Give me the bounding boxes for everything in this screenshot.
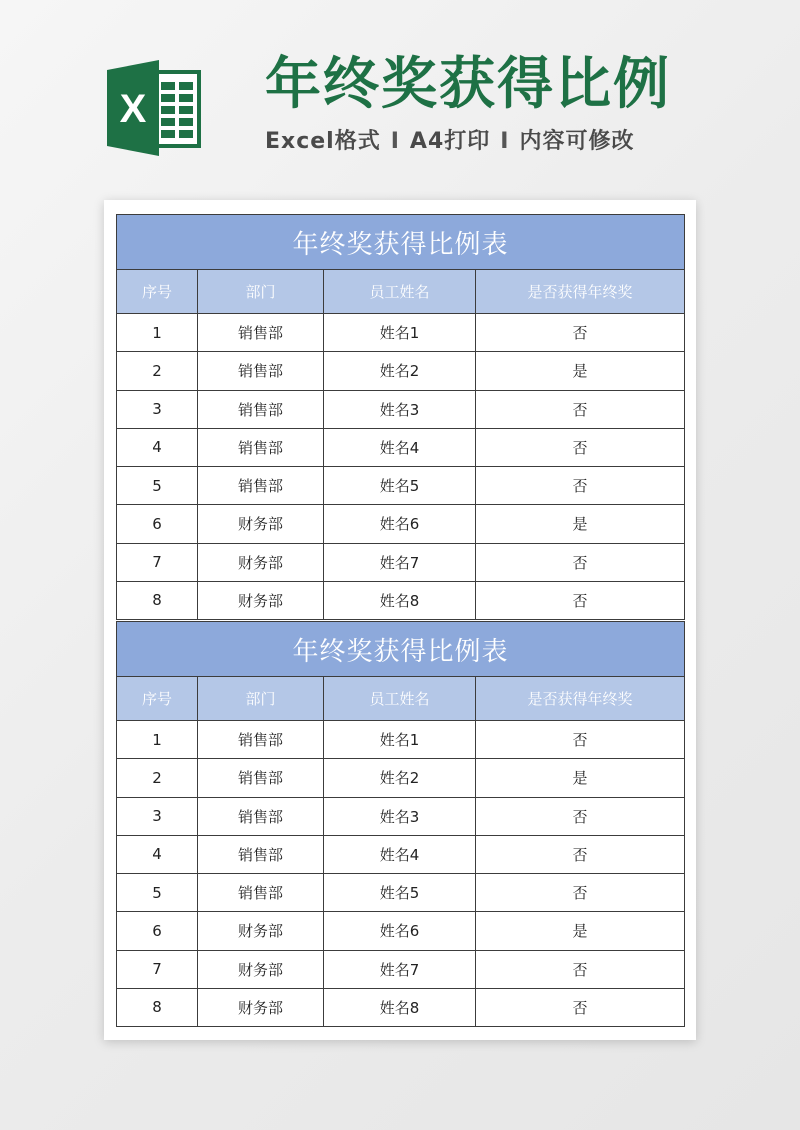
- table-row: [117, 912, 685, 950]
- cell-index: 3: [117, 797, 198, 835]
- table-row: [117, 950, 685, 988]
- cell-index: 8: [117, 581, 198, 619]
- table-row: [117, 314, 685, 352]
- column-header: 部门: [198, 677, 324, 721]
- table-row: [117, 543, 685, 581]
- table-caption-row: [117, 215, 685, 270]
- cell-department: 销售部: [198, 314, 324, 352]
- table-header-row: [117, 270, 685, 314]
- cell-index: 1: [117, 314, 198, 352]
- table-row: [117, 988, 685, 1026]
- table-row: [117, 721, 685, 759]
- cell-department: 销售部: [198, 390, 324, 428]
- cell-employee-name: 姓名4: [324, 835, 476, 873]
- cell-employee-name: 姓名7: [324, 950, 476, 988]
- cell-index: 6: [117, 912, 198, 950]
- cell-department: 销售部: [198, 352, 324, 390]
- cell-bonus-status: 否: [476, 581, 685, 619]
- table-header-row: [117, 677, 685, 721]
- cell-employee-name: 姓名6: [324, 912, 476, 950]
- subtitle-editable: 内容可修改: [519, 129, 635, 154]
- cell-bonus-status: 否: [476, 314, 685, 352]
- table-row: [117, 467, 685, 505]
- cell-index: 3: [117, 390, 198, 428]
- cell-department: 销售部: [198, 874, 324, 912]
- table-row: [117, 835, 685, 873]
- cell-department: 财务部: [198, 912, 324, 950]
- cell-department: 销售部: [198, 759, 324, 797]
- table-row: [117, 352, 685, 390]
- page-subtitle: [265, 126, 634, 158]
- column-header: 员工姓名: [324, 270, 476, 314]
- bonus-table: [116, 621, 685, 1027]
- table-caption-row: [117, 622, 685, 677]
- table-block-1: [116, 214, 684, 620]
- page-header: [0, 0, 800, 200]
- subtitle-separator: I: [390, 129, 400, 154]
- cell-department: 销售部: [198, 797, 324, 835]
- cell-department: 销售部: [198, 835, 324, 873]
- cell-bonus-status: 否: [476, 988, 685, 1026]
- cell-employee-name: 姓名1: [324, 314, 476, 352]
- cell-bonus-status: 是: [476, 759, 685, 797]
- cell-index: 1: [117, 721, 198, 759]
- column-header: 是否获得年终奖: [476, 270, 685, 314]
- cell-bonus-status: 否: [476, 874, 685, 912]
- cell-department: 财务部: [198, 505, 324, 543]
- table-row: [117, 797, 685, 835]
- table-caption: 年终奖获得比例表: [117, 215, 685, 270]
- table-row: [117, 759, 685, 797]
- cell-department: 销售部: [198, 721, 324, 759]
- cell-employee-name: 姓名2: [324, 759, 476, 797]
- cell-bonus-status: 否: [476, 467, 685, 505]
- subtitle-format: Excel格式: [265, 129, 381, 154]
- page-title: 年终奖获得比例: [265, 52, 671, 117]
- cell-employee-name: 姓名2: [324, 352, 476, 390]
- cell-bonus-status: 否: [476, 835, 685, 873]
- cell-index: 2: [117, 352, 198, 390]
- cell-index: 7: [117, 543, 198, 581]
- cell-bonus-status: 否: [476, 797, 685, 835]
- cell-bonus-status: 否: [476, 950, 685, 988]
- cell-bonus-status: 否: [476, 543, 685, 581]
- cell-index: 7: [117, 950, 198, 988]
- cell-bonus-status: 是: [476, 912, 685, 950]
- cell-employee-name: 姓名7: [324, 543, 476, 581]
- column-header: 员工姓名: [324, 677, 476, 721]
- table-caption: 年终奖获得比例表: [117, 622, 685, 677]
- cell-employee-name: 姓名5: [324, 874, 476, 912]
- table-row: [117, 581, 685, 619]
- cell-index: 4: [117, 835, 198, 873]
- excel-logo-letter: X: [119, 87, 147, 131]
- excel-icon: [103, 58, 203, 158]
- table-row: [117, 505, 685, 543]
- cell-department: 财务部: [198, 581, 324, 619]
- cell-bonus-status: 否: [476, 390, 685, 428]
- bonus-table: [116, 214, 685, 620]
- subtitle-print: A4打印: [409, 129, 491, 154]
- table-row: [117, 874, 685, 912]
- cell-index: 6: [117, 505, 198, 543]
- table-block-2: [116, 621, 684, 1027]
- cell-bonus-status: 否: [476, 428, 685, 466]
- cell-index: 8: [117, 988, 198, 1026]
- cell-index: 4: [117, 428, 198, 466]
- column-header: 是否获得年终奖: [476, 677, 685, 721]
- cell-department: 财务部: [198, 988, 324, 1026]
- cell-employee-name: 姓名8: [324, 581, 476, 619]
- subtitle-separator: I: [500, 129, 510, 154]
- cell-index: 5: [117, 467, 198, 505]
- column-header: 部门: [198, 270, 324, 314]
- cell-index: 5: [117, 874, 198, 912]
- cell-employee-name: 姓名8: [324, 988, 476, 1026]
- cell-index: 2: [117, 759, 198, 797]
- cell-department: 财务部: [198, 950, 324, 988]
- cell-department: 财务部: [198, 543, 324, 581]
- cell-department: 销售部: [198, 467, 324, 505]
- cell-employee-name: 姓名5: [324, 467, 476, 505]
- document-sheet: [104, 200, 696, 1040]
- column-header: 序号: [117, 677, 198, 721]
- cell-bonus-status: 是: [476, 352, 685, 390]
- cell-employee-name: 姓名6: [324, 505, 476, 543]
- cell-employee-name: 姓名3: [324, 390, 476, 428]
- column-header: 序号: [117, 270, 198, 314]
- table-row: [117, 428, 685, 466]
- cell-bonus-status: 否: [476, 721, 685, 759]
- cell-employee-name: 姓名4: [324, 428, 476, 466]
- cell-department: 销售部: [198, 428, 324, 466]
- table-row: [117, 390, 685, 428]
- cell-employee-name: 姓名3: [324, 797, 476, 835]
- cell-bonus-status: 是: [476, 505, 685, 543]
- cell-employee-name: 姓名1: [324, 721, 476, 759]
